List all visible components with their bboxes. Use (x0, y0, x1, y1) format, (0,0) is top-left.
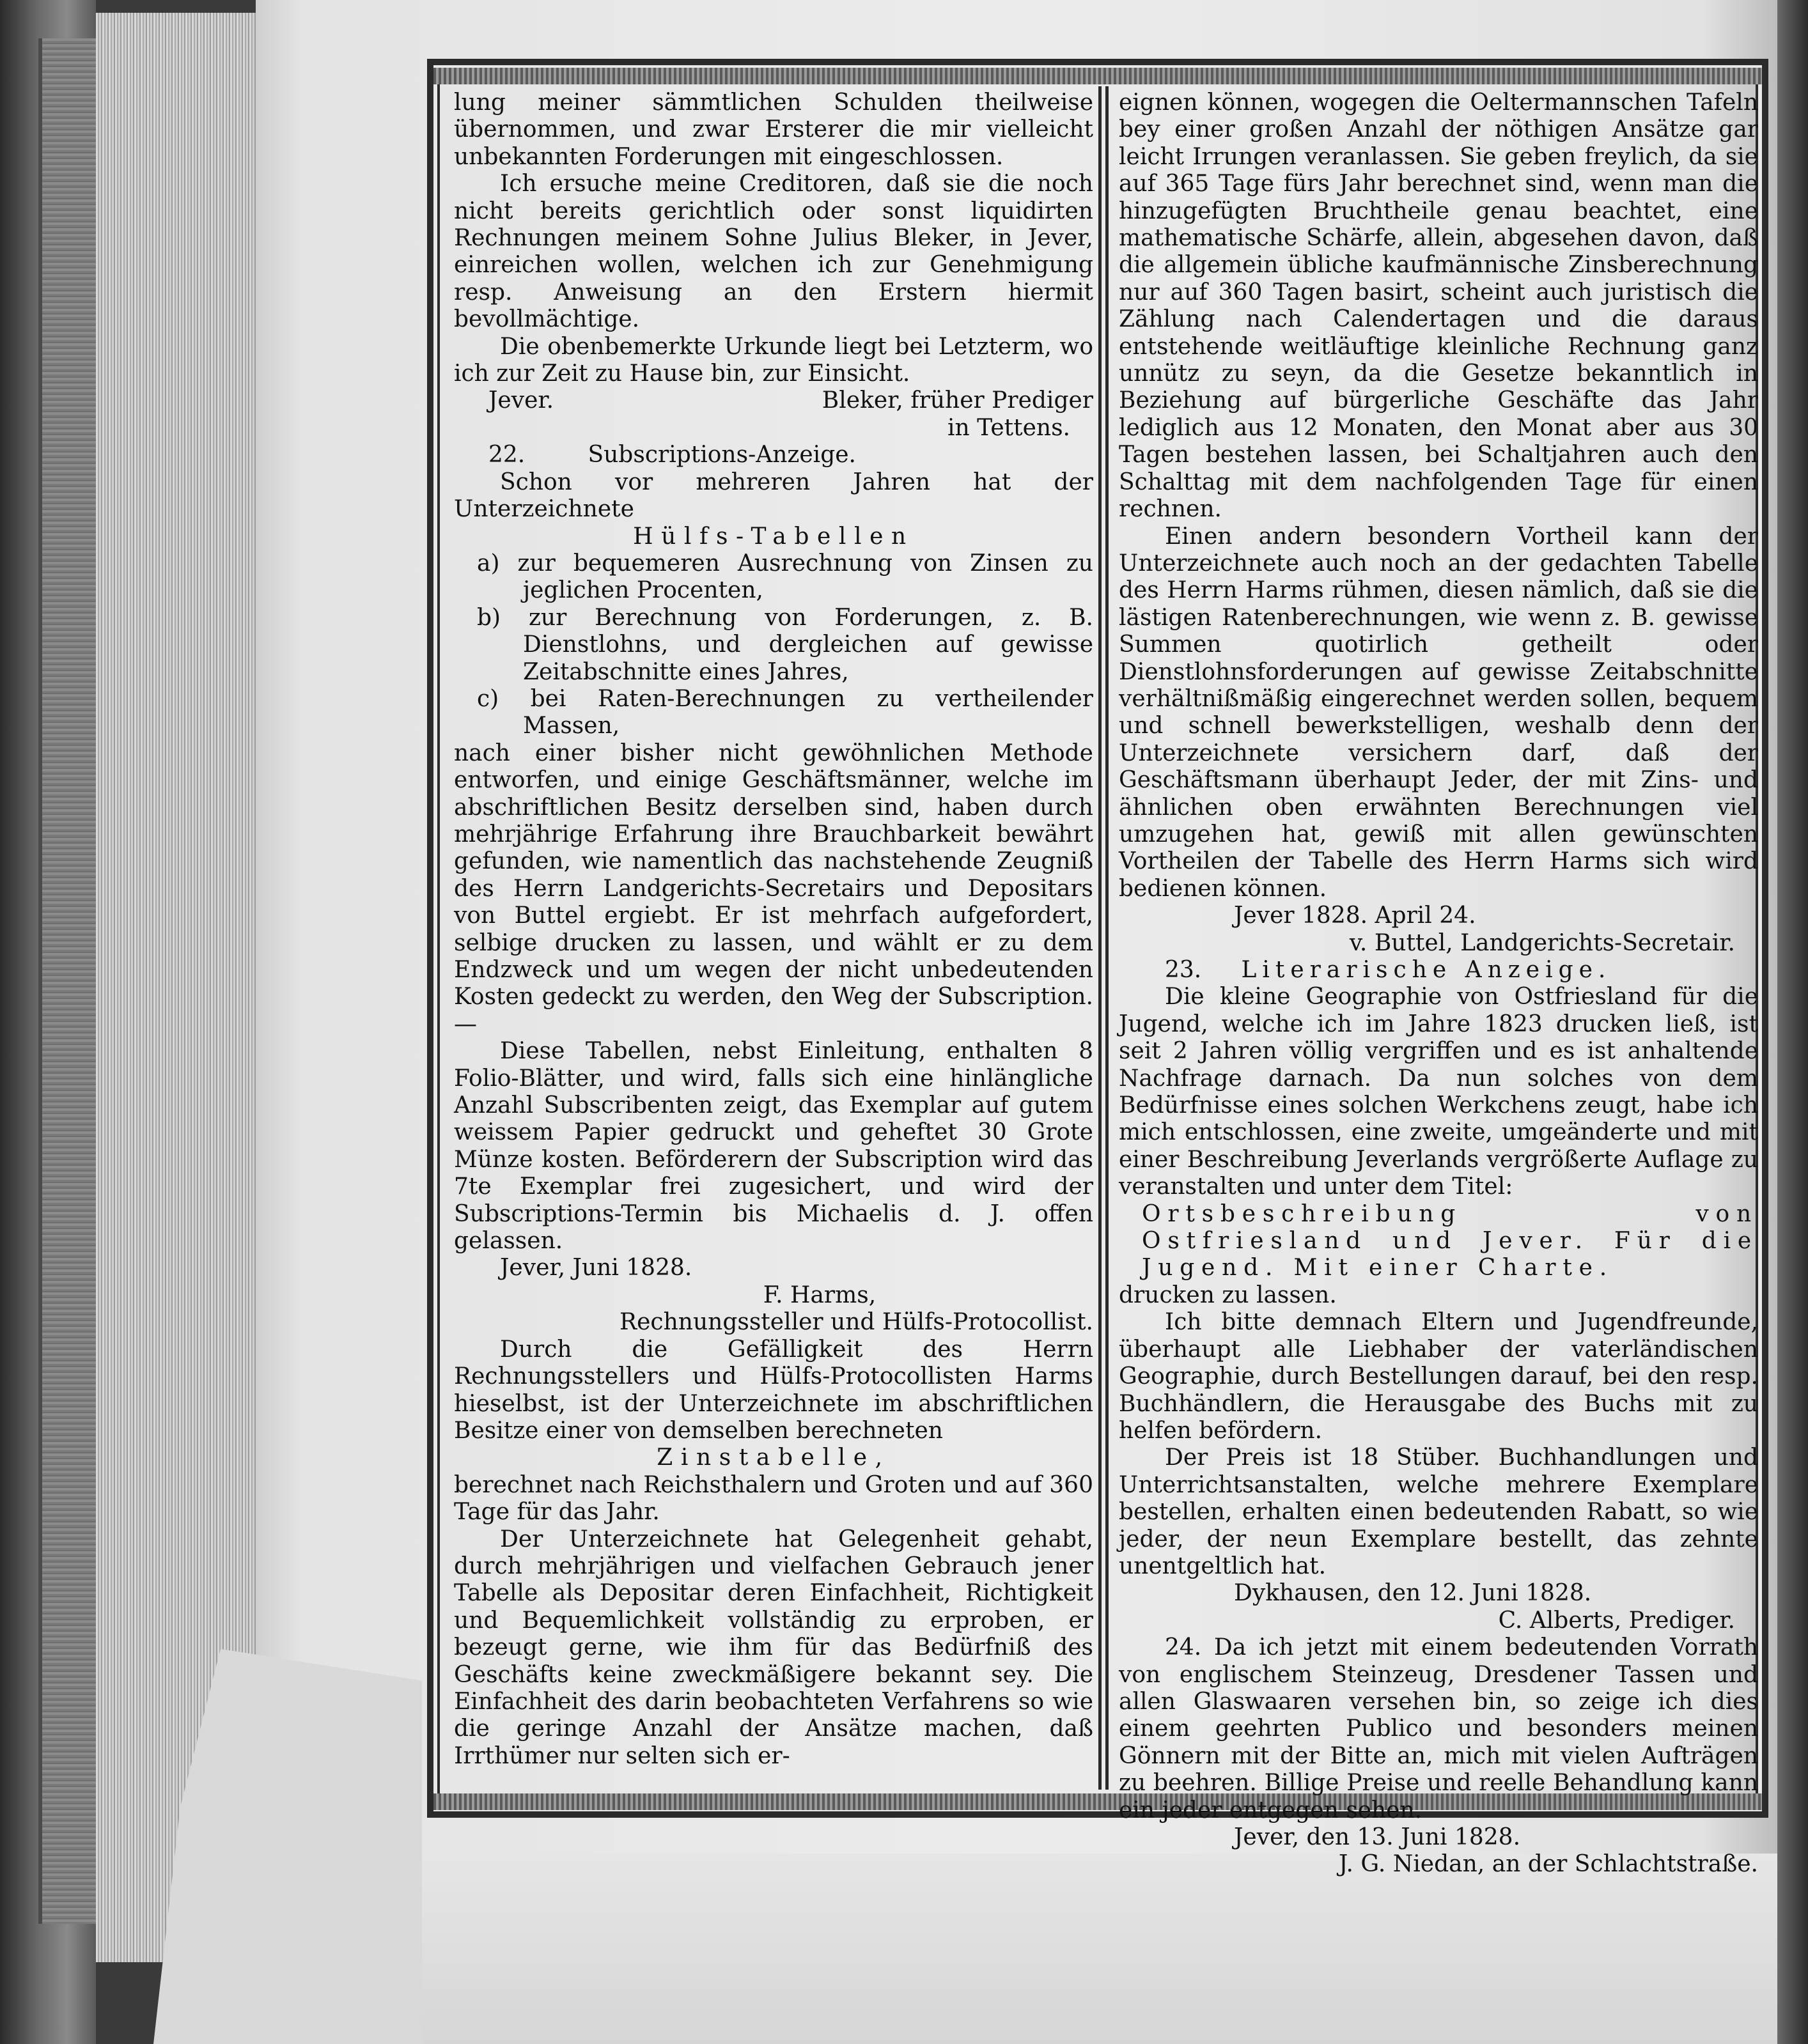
paragraph: Durch die Gefälligkeit des Herrn Rechnungsstellers und Hülfs-Protocollisten Harms hieselbst, ist der Unterzeichnete im abschriftlichen Besitze einer von demselben berechneten (454, 1336, 1093, 1444)
paragraph: Schon vor mehreren Jahren hat der Unterzeichnete (454, 468, 1093, 523)
date-line: Jever 1828. April 24. (1234, 902, 1476, 929)
signature-line: J. G. Niedan, an der Schlachtstraße. (1338, 1851, 1758, 1878)
ad-header (1119, 957, 1758, 984)
signature-line (454, 387, 1093, 414)
date-line: Jever, den 13. Juni 1828. (1234, 1824, 1521, 1850)
paragraph: nach einer bisher nicht gewöhnlichen Methode entworfen, und einige Geschäftsmänner, welche im abschriftlichen Besitz derselben sind, haben durch mehrjährige Erfahrung ihre Brauchbarkeit bewährt gefunden, wie namentlich das nachstehende Zeugniß des Herrn Landgerichts-Secretairs und Depositars von Buttel ergiebt. Er ist mehrfach aufgefordert, selbige drucken zu lassen, und wählt er zu dem Endzweck und um wegen der nicht unbedeutenden Kosten gedeckt zu werden, den Weg der Subscription. — (454, 739, 1093, 1037)
ad-heading: Zinstabelle, (657, 1444, 891, 1471)
paragraph: Einen andern besondern Vortheil kann der Unterzeichnete auch noch an der gedachten Tabelle des Herrn Harms rühmen, diesen nämlich, daß sie die lästigen Ratenberechnungen, wie wenn z. B. gewisse Summen quotirlich getheilt oder Dienstlohnsforderungen auf gewisse Zeitabschnitte verhältnißmäßig eingerechnet werden sollen, bequem und schnell bewerkstelligen, weshalb denn der Unterzeichnete versichern darf, daß der Geschäftsmann überhaupt Jeder, der mit Zins- und ähnlichen oben erwähnten Berechnungen viel umzugehen hat, gewiß mit allen gewünschten Vortheilen der Tabelle des Herrn Harms sich wird bedienen können. (1119, 523, 1758, 902)
paragraph: Die obenbemerkte Urkunde liegt bei Letzterm, wo ich zur Zeit zu Hause bin, zur Einsicht. (454, 333, 1093, 387)
date-line: Jever, Juni 1828. (500, 1255, 692, 1281)
ad-number: 24. (1165, 1634, 1202, 1661)
list-item (454, 605, 1093, 686)
ad-header (454, 442, 1093, 468)
list-item-text: zur bequemeren Ausrechnung von Zinsen zu jeglichen Procenten, (517, 550, 1093, 604)
ad-title: Subscriptions-Anzeige. (588, 442, 856, 468)
book-title: Ortsbeschreibung von Ostfriesland und Jever. Für die Jugend. Mit einer Charte. (1142, 1200, 1758, 1281)
column-divider (1098, 86, 1109, 1790)
paragraph: Ich bitte demnach Eltern und Jugendfreunde, überhaupt alle Liebhaber der vaterländischen Geographie, durch Bestellungen darauf, bei den resp. Buchhändlern, die Herausgabe des Buchs mit zu helfen befördern. (1119, 1309, 1758, 1444)
list-item (454, 550, 1093, 605)
signature-name: F. Harms, (763, 1281, 877, 1308)
signature-line-2: in Tettens. (947, 414, 1070, 441)
paragraph (1119, 1634, 1758, 1824)
right-column (1119, 89, 1758, 1878)
list-item-label: c) (477, 685, 499, 712)
signature-title: Rechnungssteller und Hülfs-Protocollist. (620, 1309, 1093, 1336)
paragraph: Der Preis ist 18 Stüber. Buchhandlungen und Unterrichtsanstalten, welche mehrere Exemplare bestellen, erhalten einen bedeutenden Rabatt, so wie jeder, der neun Exemplare bestellt, das zehnte unentgeltlich hat. (1119, 1444, 1758, 1579)
paragraph: lung meiner sämmtlichen Schulden theilweise übernommen, und zwar Ersterer die mir vielleicht unbekannten Forderungen mit eingeschlossen. (454, 89, 1093, 170)
left-column (454, 89, 1093, 1790)
ad-number: 22. (488, 442, 526, 468)
paragraph: Ich ersuche meine Creditoren, daß sie die noch nicht bereits gerichtlich oder sonst liquidirten Rechnungen meinem Sohne Julius Bleker, in Jever, einreichen wollen, welchen ich zur Genehmigung resp. Anweisung an den Erstern hiermit bevollmächtige. (454, 171, 1093, 333)
signature-place: Jever. (488, 387, 554, 414)
list-item (454, 686, 1093, 740)
ad-title: Literarische Anzeige. (1241, 957, 1612, 983)
list-item-label: b) (477, 604, 501, 631)
paragraph: drucken zu lassen. (1119, 1281, 1337, 1308)
right-page-edge (1777, 0, 1808, 2044)
signature-line: C. Alberts, Prediger. (1498, 1607, 1735, 1634)
ad-text: Da ich jetzt mit einem bedeutenden Vorrath von englischem Steinzeug, Dresdener Tassen und allen Glaswaaren versehen bin, so zeige ich dies einem geehrten Publico und besonders meinen Gönnern mit der Bitte an, mich mit vielen Aufträgen zu beehren. Billige Preise und reelle Behandlung kann ein jeder entgegen sehen. (1119, 1634, 1758, 1823)
signature-line: v. Buttel, Landgerichts-Secretair. (1349, 929, 1735, 956)
date-line: Dykhausen, den 12. Juni 1828. (1234, 1580, 1592, 1607)
paragraph: berechnet nach Reichsthalern und Groten und auf 360 Tage für das Jahr. (454, 1471, 1093, 1526)
page-bottom-margin (256, 1854, 1777, 2044)
ad-number: 23. (1165, 957, 1202, 983)
ad-heading: Hülfs-Tabellen (633, 523, 914, 550)
paragraph: Die kleine Geographie von Ostfriesland für die Jugend, welche ich im Jahre 1823 drucken ließ, ist seit 2 Jahren völlig vergriffen und es ist anhaltende Nachfrage darnach. Da nun solches von dem Bedürfnisse eines solchen Werkchens zeugt, habe ich mich entschlossen, eine zweite, umgeänderte und mit einer Beschreibung Jeverlands vergrößerte Auflage zu veranstalten und unter dem Titel: (1119, 984, 1758, 1200)
list-item-text: zur Berechnung von Forderungen, z. B. Dienstlohns, und dergleichen auf gewisse Zeitabschnitte eines Jahres, (523, 604, 1093, 685)
frame-top-ornament (433, 68, 1762, 84)
list-item-text: bei Raten-Berechnungen zu vertheilender Massen, (523, 685, 1093, 739)
paragraph: Diese Tabellen, nebst Einleitung, enthalten 8 Folio-Blätter, und wird, falls sich eine hinlängliche Anzahl Subscribenten zeigt, das Exemplar auf gutem weissem Papier gedruckt und geheftet 30 Grote Münze kosten. Beförderern der Subscription wird das 7te Exemplar frei zugesichert, und wird der Subscriptions-Termin bis Michaelis d. J. offen gelassen. (454, 1038, 1093, 1255)
paragraph: eignen können, wogegen die Oeltermannschen Tafeln bey einer großen Anzahl der nöthigen Ansätze gar leicht Irrungen veranlassen. Sie geben freylich, da sie auf 365 Tage fürs Jahr berechnet sind, wenn man die hinzugefügten Bruchtheile genau beachtet, eine mathematische Schärfe, allein, abgesehen davon, daß die allgemein übliche kaufmännische Zinsberechnung nur auf 360 Tagen basirt, scheint auch juristisch die Zählung nach Calendertagen und die daraus entstehende weitläuftige kleinliche Rechnung ganz unnütz zu seyn, da die Gesetze bekanntlich in Beziehung auf bürgerliche Geschäfte das Jahr lediglich aus 12 Monaten, den Monat aber aus 30 Tagen bestehen lassen, bei Schaltjahren auch den Schalttag mit dem nachfolgenden Tage für einen rechnen. (1119, 89, 1758, 523)
paragraph: Der Unterzeichnete hat Gelegenheit gehabt, durch mehrjährigen und vielfachen Gebrauch jener Tabelle als Depositar deren Einfachheit, Richtigkeit und Bequemlichkeit vollständig zu erproben, er bezeugt gerne, wie ihm für das Bedürfniß des Geschäfts keine zweckmäßigere bekannt sey. Die Einfachheit des darin beobachteten Verfahrens so wie die geringe Anzahl der Ansätze machen, daß Irrthümer nur selten sich er- (454, 1526, 1093, 1769)
list-item-label: a) (477, 550, 500, 577)
signature-name: Bleker, früher Prediger (822, 387, 1093, 414)
